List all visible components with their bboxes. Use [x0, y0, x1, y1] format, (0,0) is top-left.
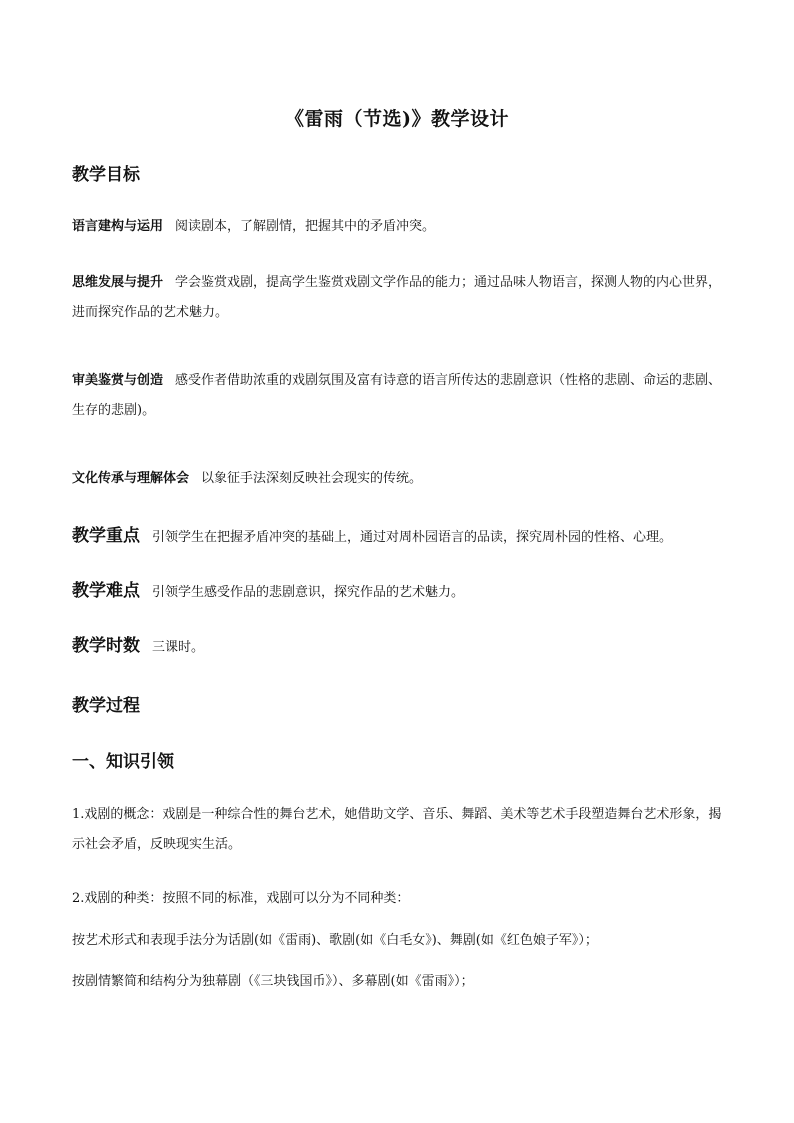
goal-text: 阅读剧本，了解剧情，把握其中的矛盾冲突。 — [175, 219, 436, 234]
process-heading: 教学过程 — [72, 696, 140, 716]
goal-item-language — [72, 212, 732, 242]
goal-label: 思维发展与提升 — [72, 275, 164, 290]
body-paragraph: 按艺术形式和表现手法分为话剧(如《雷雨)、歌剧(如《白毛女》)、舞剧(如《红色娘子军》）； — [72, 933, 598, 948]
goal-text: 以象征手法深刻反映社会现实的传统。 — [201, 471, 423, 486]
goal-label: 语言建构与运用 — [72, 219, 164, 234]
goal-item-thinking — [72, 268, 732, 328]
goals-heading: 教学目标 — [72, 165, 140, 185]
body-paragraph: 1.戏剧的概念：戏剧是一种综合性的舞台艺术，她借助文学、音乐、舞蹈、美术等艺术手段塑造舞台艺术形象，揭示社会矛盾，反映现实生活。 — [72, 807, 722, 852]
body-paragraph: 2.戏剧的种类：按照不同的标准，戏剧可以分为不同种类： — [72, 891, 410, 906]
goal-item-culture — [72, 464, 732, 494]
hours-row — [72, 634, 732, 660]
goal-text: 学会鉴赏戏剧，提高学生鉴赏戏剧文学作品的能力；通过品味人物语言，探测人物的内心世界，进而探究作品的艺术魅力。 — [72, 275, 722, 320]
document-title: 《雷雨（节选)》教学设计 — [285, 108, 509, 130]
goal-text: 感受作者借助浓重的戏剧氛围及富有诗意的语言所传达的悲剧意识（性格的悲剧、命运的悲剧、生存的悲剧)。 — [72, 373, 722, 418]
difficulty-label: 教学难点 — [72, 581, 140, 601]
goal-item-aesthetic — [72, 366, 732, 426]
hours-label: 教学时数 — [72, 636, 140, 656]
difficulty-row — [72, 579, 732, 605]
key-point-text: 引领学生在把握矛盾冲突的基础上，通过对周朴园语言的品读，探究周朴园的性格、心理。 — [152, 530, 673, 545]
goal-label: 审美鉴赏与创造 — [72, 373, 164, 388]
goal-label: 文化传承与理解体会 — [72, 471, 190, 486]
key-point-row — [72, 524, 732, 550]
section-1-heading: 一、知识引领 — [72, 752, 174, 772]
difficulty-text: 引领学生感受作品的悲剧意识，探究作品的艺术魅力。 — [152, 585, 465, 600]
body-paragraph: 按剧情繁简和结构分为独幕剧（《三块钱国币》）、多幕剧(如《雷雨》）； — [72, 974, 474, 989]
hours-text: 三课时。 — [152, 640, 205, 655]
key-point-label: 教学重点 — [72, 526, 140, 546]
